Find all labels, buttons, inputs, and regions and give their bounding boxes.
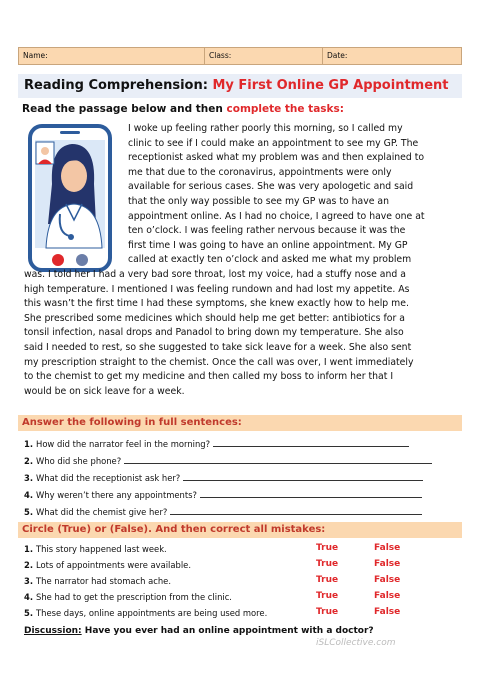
answer-line[interactable] (124, 455, 432, 464)
doctor-video-call-phone-icon (22, 124, 118, 274)
answer-line[interactable] (213, 438, 409, 447)
false-option[interactable]: False (374, 543, 401, 553)
passage-line: high temperature. I mentioned I was feeling rundown and had lost my appetite. As (24, 283, 410, 295)
section-heading-true-false: Circle (True) or (False). And then correct all mistakes: (18, 522, 462, 538)
discussion-question: Have you ever had an online appointment with a doctor? (84, 626, 374, 636)
passage-line: called at exactly ten o’clock and asked me what my problem (128, 254, 412, 266)
false-option[interactable]: False (374, 591, 401, 601)
passage-line: clinic to see if I could make an appointment to see my GP. The (128, 137, 419, 149)
passage-top (128, 122, 456, 268)
date-field[interactable]: Date: (327, 51, 348, 60)
true-option[interactable]: True (316, 559, 339, 569)
student-info-bar (18, 47, 462, 65)
passage-bottom (24, 268, 456, 399)
true-option[interactable]: True (316, 575, 339, 585)
answer-line[interactable] (183, 472, 423, 481)
passage-line: tonsil infection, nasal drops and Panadol to bring down my temperature. She also (24, 327, 404, 339)
answer-line[interactable] (200, 489, 422, 498)
section-heading-questions: Answer the following in full sentences: (18, 415, 462, 431)
question-item: 1. How did the narrator feel in the morning? (24, 438, 409, 449)
true-option[interactable]: True (316, 591, 339, 601)
false-option[interactable]: False (374, 607, 401, 617)
page-title (18, 74, 462, 98)
false-option[interactable]: False (374, 559, 401, 569)
statement-item: 4. She had to get the prescription from the clinic. (24, 592, 232, 602)
statement-item: 1. This story happened last week. (24, 544, 167, 554)
passage-line: I woke up feeling rather poorly this morning, so I called my (128, 123, 403, 134)
watermark: iSLCollective.com (316, 638, 396, 648)
passage-line: my prescription straight to the chemist. Once the call was over, I went immediately (24, 356, 414, 368)
question-item: 5. What did the chemist give her? (24, 506, 422, 517)
passage-line: was. I told her I had a very bad sore throat, lost my voice, had a stuffy nose and a (24, 269, 406, 280)
instructions: Read the passage below and then complete the tasks: (22, 103, 344, 115)
passage-line: this wasn’t the first time I had these symptoms, she knew exactly how to help me. (24, 298, 409, 310)
passage-line: receptionist asked what my problem was and then explained to (128, 152, 425, 164)
statement-item: 2. Lots of appointments were available. (24, 560, 191, 570)
discussion-prompt (24, 626, 374, 636)
passage-line: me that due to the coronavirus, appointments were only (128, 166, 392, 178)
question-item: 4. Why weren’t there any appointments? (24, 489, 422, 500)
true-option[interactable]: True (316, 607, 339, 617)
question-item: 2. Who did she phone? (24, 455, 432, 466)
passage-line: said I needed to rest, so she suggested to take sick leave for a week. She also sent (24, 341, 412, 353)
passage-line: She prescribed some medicines which should help me get better: antibiotics for a (24, 312, 405, 324)
passage-line: to the chemist to get my medicine and then called my boss to inform her that I (24, 371, 394, 383)
passage-line: first time I was going to have an online appointment. My GP (128, 239, 408, 251)
passage-line: appointment online. As I had no choice, I agreed to have one at (128, 210, 425, 222)
title-topic: My First Online GP Appointment (212, 78, 449, 93)
passage-line: ten o’clock. I was feeling rather nervous because it was the (128, 225, 406, 237)
true-option[interactable]: True (316, 543, 339, 553)
question-item: 3. What did the receptionist ask her? (24, 472, 423, 483)
statement-item: 5. These days, online appointments are being used more. (24, 608, 268, 618)
passage-line: would be on sick leave for a week. (24, 385, 185, 397)
passage-line: available for serious cases. She was very apologetic and said (128, 181, 414, 193)
answer-line[interactable] (170, 506, 422, 515)
name-field[interactable]: Name: (19, 48, 205, 64)
statement-item: 3. The narrator had stomach ache. (24, 576, 171, 586)
title-lead: Reading Comprehension: (24, 78, 208, 93)
discussion-label: Discussion: (24, 626, 82, 636)
passage-line: that the only way possible to see my GP was to have an (128, 195, 389, 207)
false-option[interactable]: False (374, 575, 401, 585)
class-field[interactable]: Class: (205, 48, 323, 64)
